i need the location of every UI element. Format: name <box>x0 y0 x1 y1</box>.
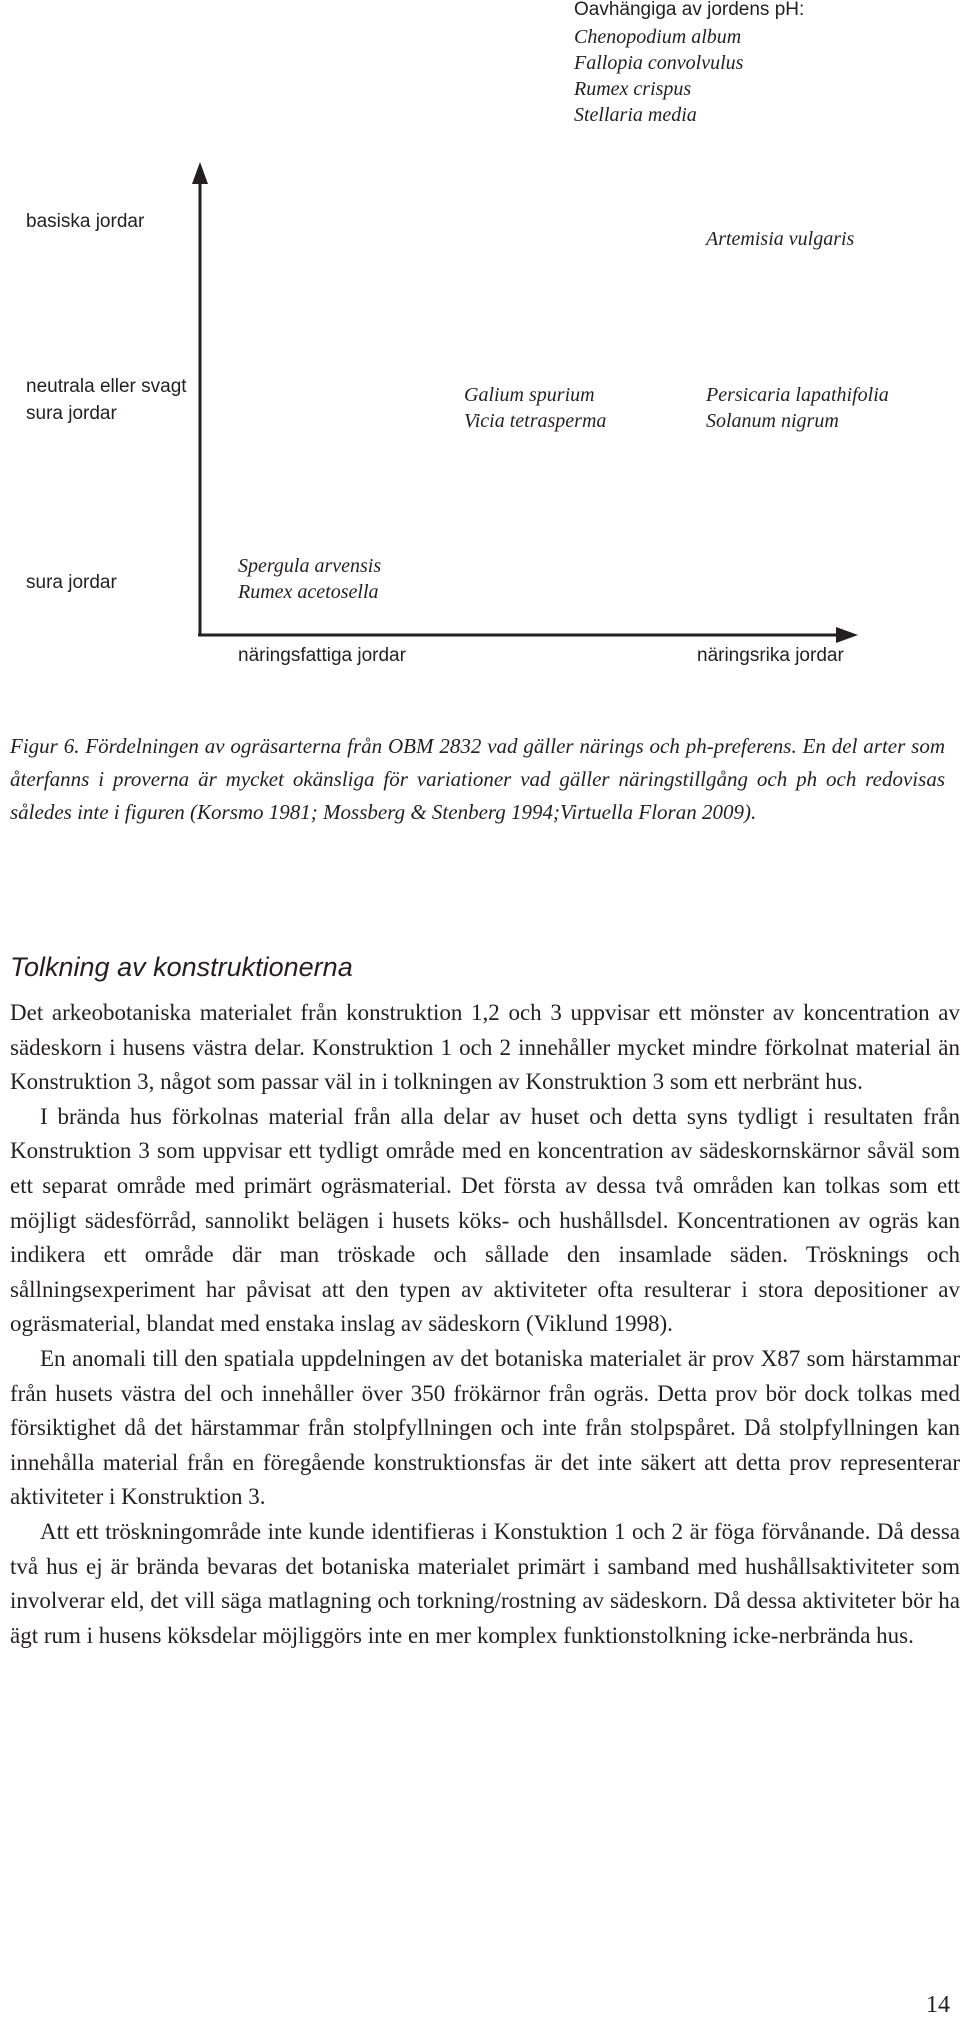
section-heading: Tolkning av konstruktionerna <box>10 952 353 982</box>
x-label-poor: näringsfattiga jordar <box>238 645 406 666</box>
species-label: Vicia tetrasperma <box>464 410 607 432</box>
y-label-neutral-line2: sura jordar <box>26 403 117 424</box>
paragraph: Det arkeobotaniska materialet från konstruktion 1,2 och 3 uppvisar ett mönster av koncentration av sädeskorn i husens västra delar. Konstruktion 1 och 2 innehåller mycket mindre förkolnat material än Konstruktion 3, något som passar väl in i tolkningen av Konstruktion 3 som ett nerbränt hus. <box>10 1000 960 1095</box>
ph-independent-heading: Oavhängiga av jordens pH: <box>574 0 805 20</box>
species-label: Chenopodium album <box>574 26 742 48</box>
paragraph: I brända hus förkolnas material från alla delar av huset och detta syns tydligt i resultaten från Konstruktion 3 som uppvisar ett tydligt område med en koncentration av sädeskornskärnor såväl som ett separat område med primärt ogräsmaterial. Det första av dessa två områden kan tolkas som ett möjligt sädesförråd, sannolikt belägen i husets köks- och hushållsdel. Koncentrationen av ogräs kan indikera ett område där man tröskade och sållade den insamlade säden. Trösknings och sållningsexperiment har påvisat att den typen av aktiviteter ofta resulterar i stora depositioner av ogräsmaterial, blandat med enstaka inslag av sädeskorn (Viklund 1998). <box>10 1103 960 1337</box>
y-label-basic: basiska jordar <box>26 211 145 232</box>
x-label-rich: näringsrika jordar <box>697 645 844 666</box>
species-label: Galium spurium <box>464 384 595 406</box>
y-axis-arrowhead <box>192 162 208 184</box>
species-label: Stellaria media <box>574 104 697 126</box>
species-label: Persicaria lapathifolia <box>706 384 889 406</box>
paragraph: Att ett tröskningområde inte kunde identifieras i Konstuktion 1 och 2 är föga förvånande. Då dessa två hus ej är brända bevaras det botaniska materialet primärt i samband med hushållsaktiviteter som involverar eld, det vill säga matlagning och torkning/rostning av sädeskorn. Då dessa aktiviteter bör ha ägt rum i husens köksdelar möjliggörs inte en mer komplex funktionstolkning icke-nerbrända hus. <box>10 1518 960 1648</box>
species-label: Spergula arvensis <box>238 555 382 577</box>
figure-6 <box>0 0 960 700</box>
paragraph: En anomali till den spatiala uppdelningen av det botaniska materialet är prov X87 som härstammar från husets västra del och innehåller över 350 frökärnor från ogräs. Detta prov bör dock tolkas med försiktighet då det härstammar från stolpfyllningen och inte från stolpspåret. Då stolpfyllningen kan innehålla material från en föregående konstruktionsfas är det inte säkert att detta prov representerar aktiviteter i Konstruktion 3. <box>10 1345 960 1510</box>
x-axis-arrowhead <box>836 627 858 643</box>
species-label: Rumex acetosella <box>238 581 379 603</box>
y-label-neutral-line1: neutrala eller svagt <box>26 376 187 397</box>
species-label: Fallopia convolvulus <box>574 52 744 74</box>
axes <box>0 0 960 700</box>
species-label: Artemisia vulgaris <box>706 228 855 250</box>
species-label: Rumex crispus <box>574 78 692 100</box>
page-number: 14 <box>926 1992 950 2018</box>
figure-caption: Figur 6. Fördelningen av ogräsarterna från OBM 2832 vad gäller närings och ph-preferens. En del arter som återfanns i proverna är mycket okänsliga för variationer vad gäller näringstillgång och ph och redovisas således inte i figuren (Korsmo 1981; Mossberg & Stenberg 1994;Virtuella Floran 2009). <box>10 734 945 824</box>
body-text <box>10 996 960 1653</box>
species-label: Solanum nigrum <box>706 410 839 432</box>
y-label-acid: sura jordar <box>26 572 117 593</box>
